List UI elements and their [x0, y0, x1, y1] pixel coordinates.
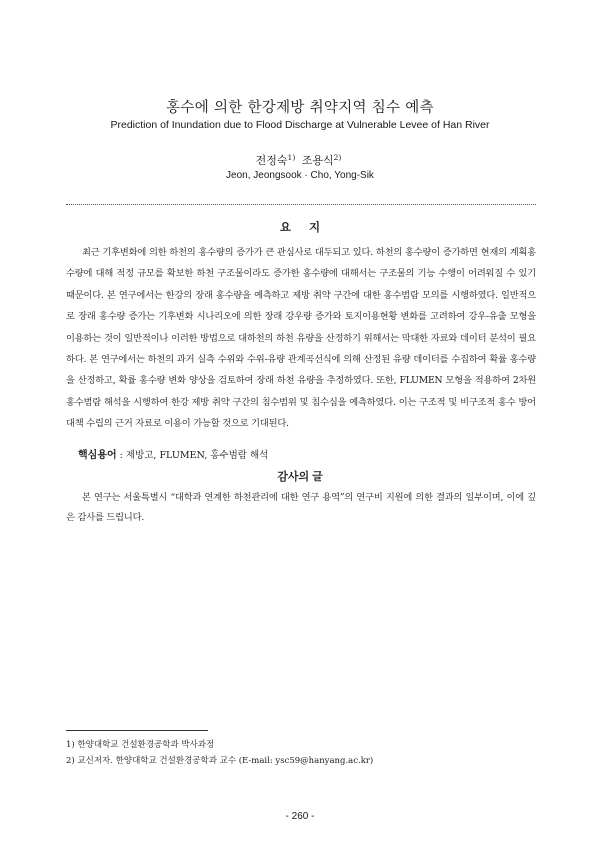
abstract-heading: 요지 — [279, 222, 339, 234]
paper-title-english: Prediction of Inundation due to Flood Discharge at Vulnerable Levee of Han River — [110, 119, 490, 131]
author-footnote-marker: 2) — [333, 153, 342, 162]
author-footnote-marker: 1) — [287, 153, 296, 162]
abstract-body: 최근 기후변화에 의한 하천의 홍수량의 증가가 큰 관심사로 대두되고 있다. 하천의 홍수량이 증가하면 현재의 계획홍수량에 대해 적정 규모를 확보한 하천 구조물이라도 증가한 홍수량에 대해서는 구조물의 기능 수행이 어려워질 수 있기 때문이다. 본 연구에서는 한강의 장래 홍수량을 예측하고 제방 취약 구간에 대한 홍수범람 모의를 시행하였다. 일반적으로 장래 홍수량 증가는 기후변화 시나리오에 의한 장래 강우량 증가와 토지이용현황 변화를 고려하여 강우-유출 모형을 이용하는 것이 일반적이나 이러한 방법으로 대하천의 하천 유량을 산정하기 위해서는 막대한 자료와 데이터 분석이 필요하다. 본 연구에서는 하천의 과거 실측 수위와 수위-유량 관계곡선식에 의해 산정된 유량 데이터를 수집하여 확률 홍수량을 산정하고, 확률 홍수량 변화 양상을 검토하여 장래 하천 유량을 추정하였다. 또한, FLUMEN 모형을 적용하여 2차원 홍수범람 해석을 시행하여 한강 제방 취약 구간의 침수범위 및 침수심을 예측하였다. 이는 구조적 및 비구조적 홍수 방어 대책 수립의 근거 자료로 이용이 가능할 것으로 기대된다. — [66, 247, 536, 430]
keywords-value: 제방고, FLUMEN, 홍수범람 해석 — [125, 450, 269, 461]
footnote-rule — [66, 730, 208, 731]
paper-title-korean: 홍수에 의한 한강제방 취약지역 침수 예측 — [166, 100, 434, 116]
keywords-separator: : — [116, 450, 126, 461]
header-divider — [66, 204, 536, 205]
acknowledgment-heading: 감사의 글 — [277, 471, 323, 483]
author-name: 전정숙 — [255, 154, 288, 167]
keywords — [78, 446, 268, 461]
authors-korean — [0, 152, 600, 168]
authors-english: Jeon, Jeongsook · Cho, Yong-Sik — [226, 170, 374, 181]
footnote: 2) 교신저자. 한양대학교 건설환경공학과 교수 (E-mail: ysc59@hanyang.ac.kr) — [66, 756, 374, 766]
author-name: 조용식 — [301, 154, 334, 167]
page-number: - 260 - — [285, 811, 315, 822]
acknowledgment-body: 본 연구는 서울특별시 “대학과 연계한 하천관리에 대한 연구 용역”의 연구비 지원에 의한 결과의 일부이며, 이에 깊은 감사를 드립니다. — [66, 492, 536, 523]
keywords-label: 핵심용어 — [78, 450, 117, 461]
footnote: 1) 한양대학교 건설환경공학과 박사과정 — [66, 740, 215, 750]
